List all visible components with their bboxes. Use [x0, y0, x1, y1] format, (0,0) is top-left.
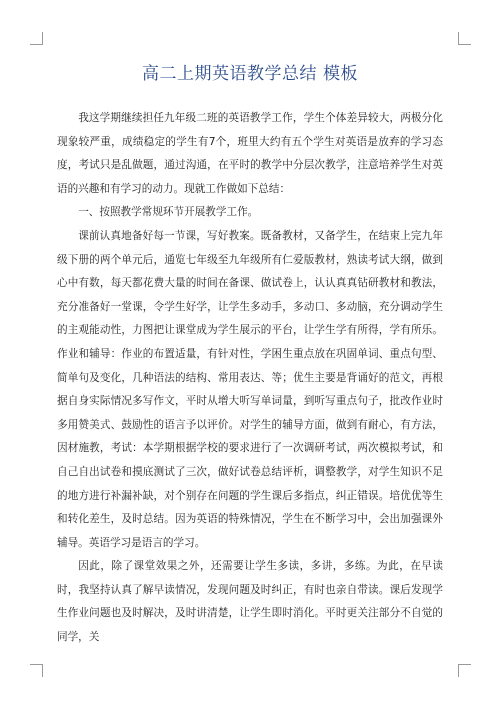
- paragraph-reading: 因此，除了课堂效果之外，还需要让学生多读，多讲，多练。为此，在早读时，我坚持认真了解早读情况，发现问题及时纠正，有时也亲自带读。课后发现学生作业问题也及时解决，及时讲清楚，让学生即时消化。平时更关注部分不自觉的同学，关: [57, 560, 443, 644]
- crop-mark-bottom-left: [30, 664, 43, 677]
- paragraph-intro: 我这学期继续担任九年级二班的英语教学工作，学生个体差异较大，两极分化现象较严重，成绩稳定的学生有7个，班里大约有五个学生对英语是放弃的学习态度，考试只是乱做题，通过沟通，在平时的教学中分层次教学，注意培养学生对英语的兴趣和有学习的动力。现就工作做如下总结：: [57, 112, 443, 195]
- crop-mark-bottom-right: [458, 664, 471, 677]
- document-body: [57, 107, 443, 650]
- document-title: 高二上期英语教学总结 模板: [142, 64, 358, 84]
- paragraph-lesson-prep: 课前认真地备好每一节课，写好教案。既备教材，又备学生，在结束上完九年级下册的两个单元后，通览七年级至九年级所有仁爱版教材，熟读考试大纲，做到心中有数，每天都花费大量的时间在备课、做试卷上，认认真真钻研教材和教法，充分准备好一堂课，令学生好学，让学生多动手，多动口、多动脑，充分调动学生的主观能动性，力图把让课堂成为学生展示的平台，让学生学有所得，学有所乐。作业和辅导：作业的布置适量，有针对性，学困生重点放在巩固单词、重点句型、简单句及变化，几种语法的结构、常用表达、等；优生主要是背诵好的范文，再根据自身实际情况多写作文，平时从增大听写单词量，到听写重点句子，批改作业时多用赞美式、鼓励性的语言予以评价。对学生的辅导方面，做到有耐心，有方法，因材施教，考试：本学期根据学校的要求进行了一次调研考试，两次模拟考试，和自己自出试卷和摸底测试了三次，做好试卷总结评析，调整教学，对学生知识不足的地方进行补漏补缺，对个别存在问题的学生课后多指点，纠正错误。培优优等生和转化差生，及时总结。因为英语的特殊情况，学生在不断学习中，会出加强课外辅导。英语学习是语言的学习。: [57, 229, 443, 549]
- section-heading-1: 一、按照教学常规环节开展教学工作。: [78, 206, 259, 219]
- crop-mark-top-left: [30, 32, 43, 45]
- crop-mark-top-right: [458, 32, 471, 45]
